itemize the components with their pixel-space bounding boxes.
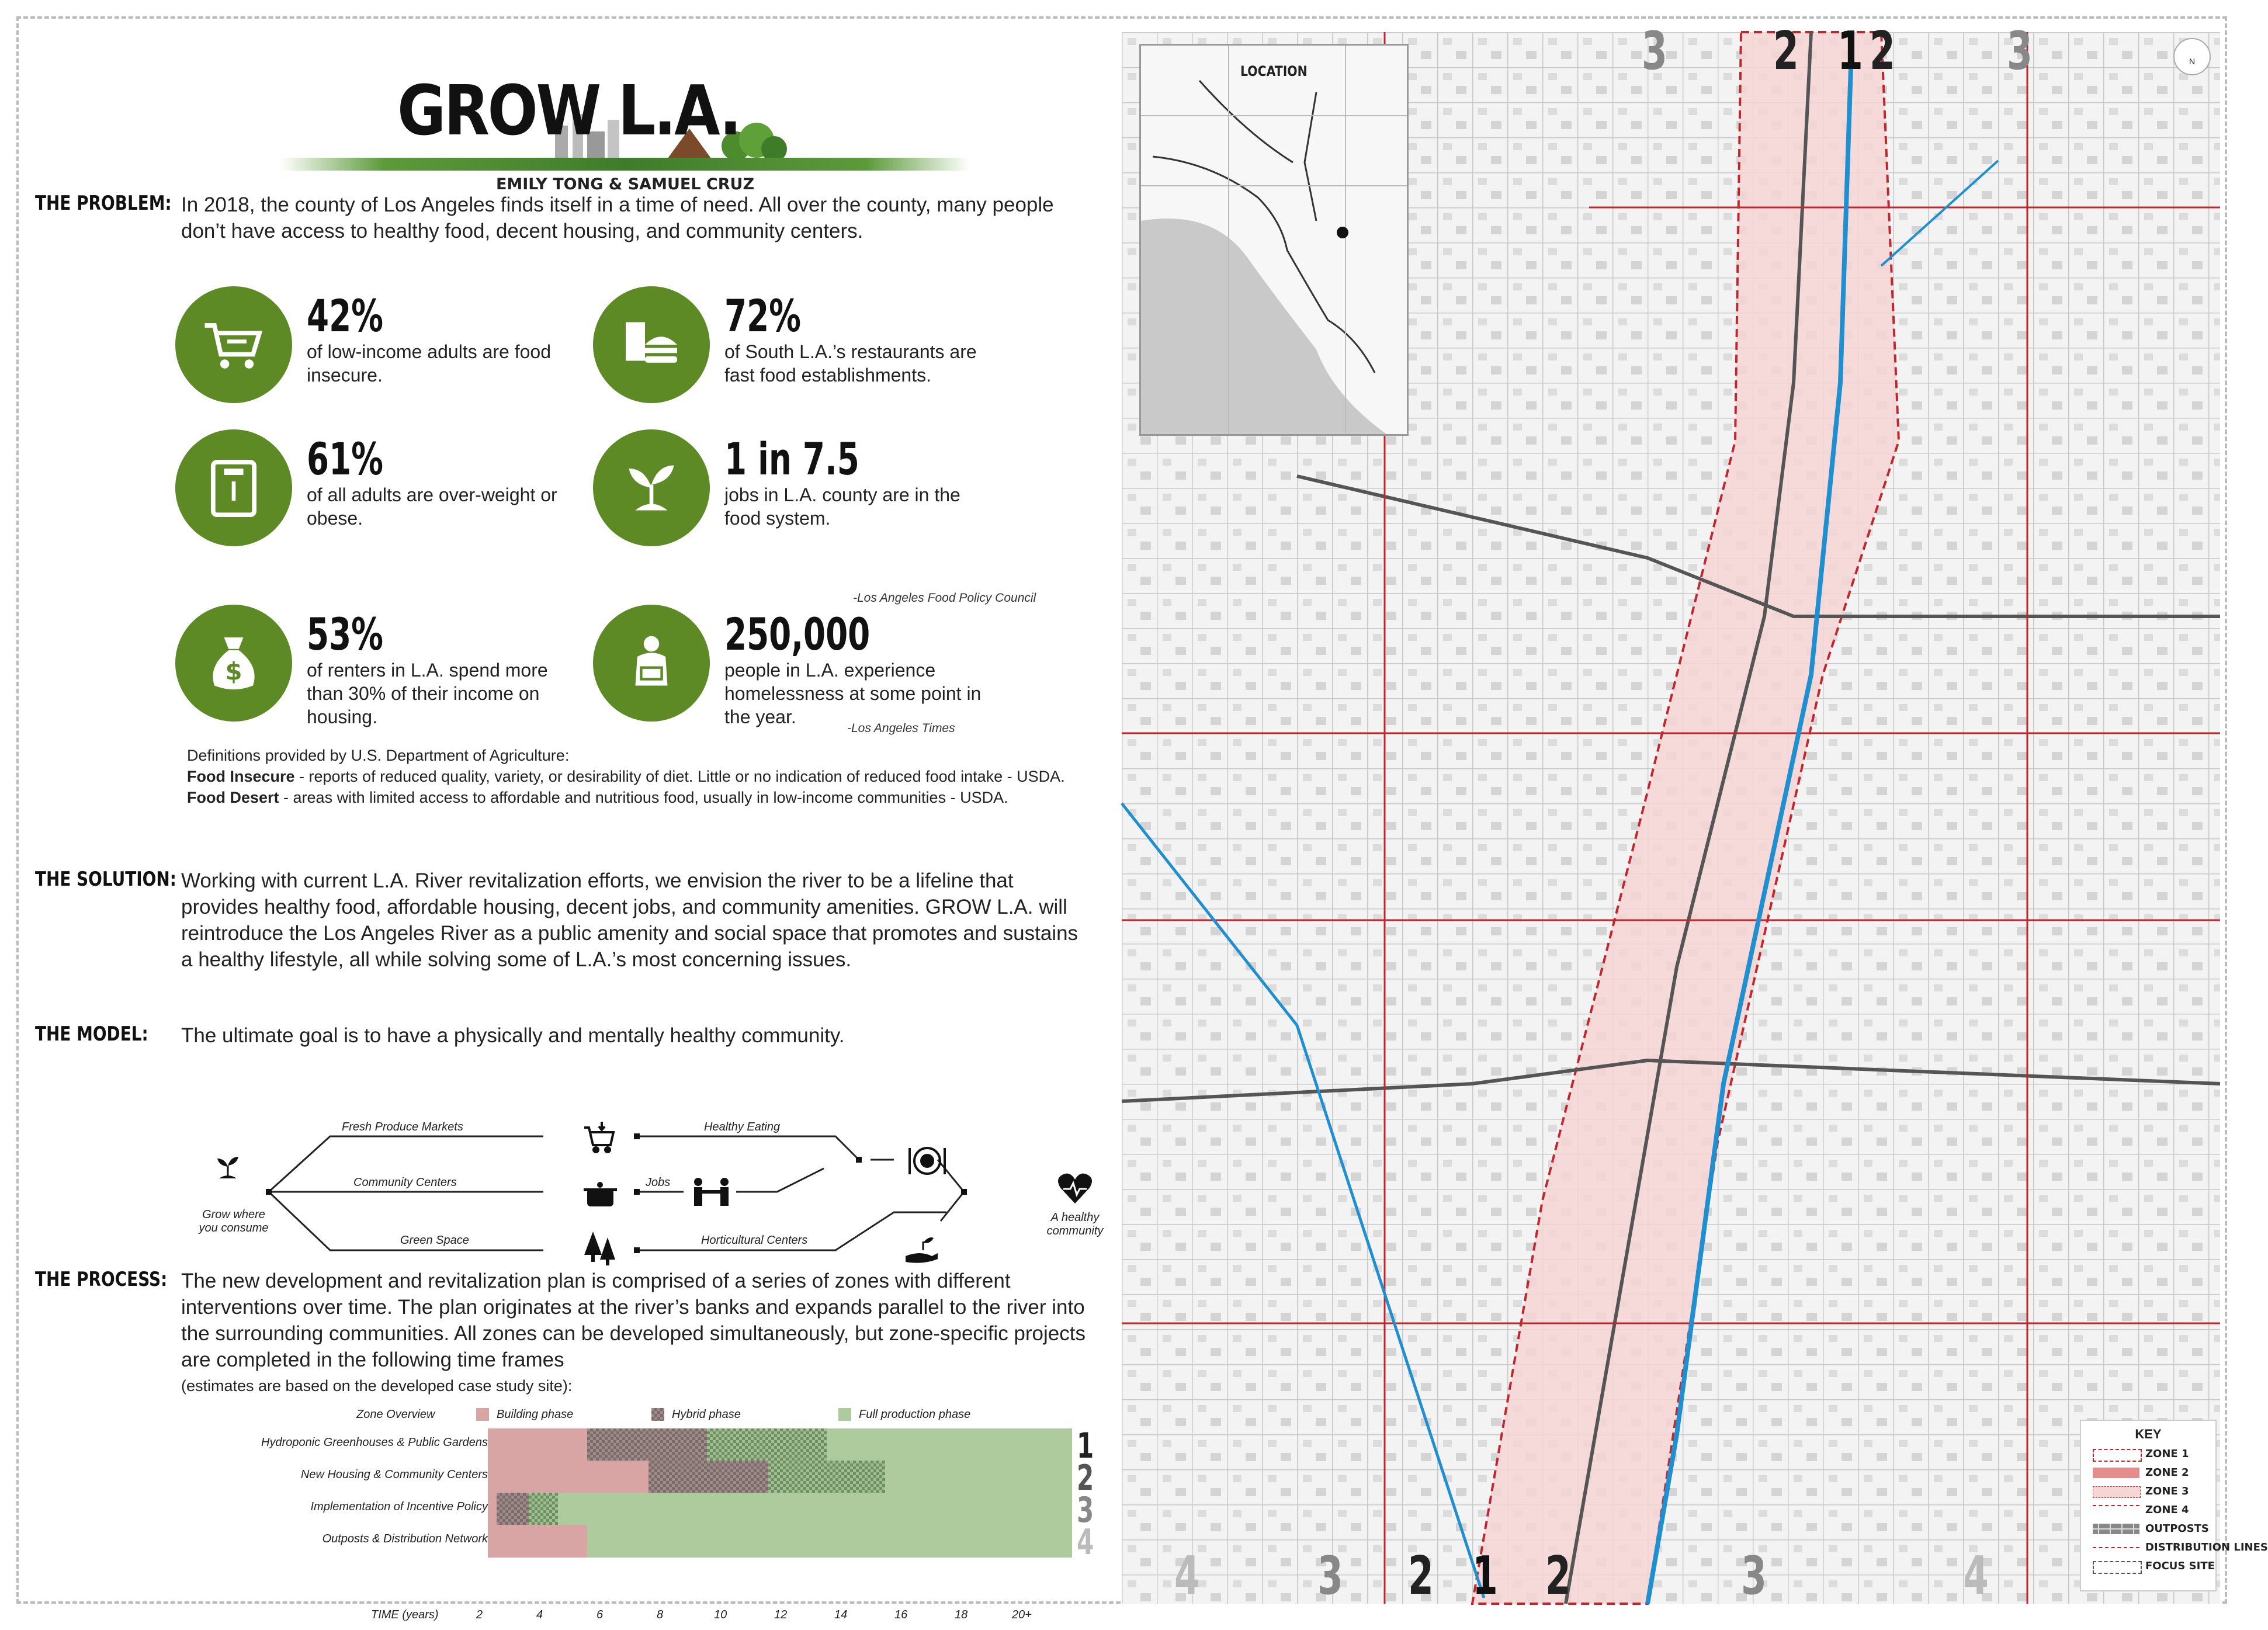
model-diagram <box>193 1075 1116 1291</box>
key-item: OUTPOSTS <box>2145 1523 2209 1535</box>
map-zone-label: 3 <box>1642 20 1667 82</box>
out-jobs: Jobs <box>646 1176 671 1189</box>
zone-number-2: 2 <box>1077 1458 1094 1499</box>
gantt-row-outposts <box>488 1525 1072 1558</box>
title-block <box>280 70 970 193</box>
key-item: DISTRIBUTION LINES <box>2145 1541 2268 1553</box>
tick-label: 12 <box>774 1608 788 1621</box>
out-healthy-eating: Healthy Eating <box>704 1121 781 1133</box>
solution-text: Working with current L.A. River revitalization efforts, we envision the river to be a lifeline that provides healthy food, affordable housing, decent jobs, and community amenities. GROW L.A. will reintroduce the Los Angeles River as a public amenity and social space that promotes and sustains a healthy lifestyle, all while solving some of L.A.’s most concerning issues. <box>181 869 1078 971</box>
branch-fresh-produce: Fresh Produce Markets <box>342 1121 463 1133</box>
map-zone-label: 3 <box>1741 1545 1767 1607</box>
gantt-row-label: New Housing & Community Centers <box>300 1468 488 1481</box>
stat-text: jobs in L.A. county are in the food system. <box>724 484 960 529</box>
site-map[interactable] <box>1122 20 2268 1607</box>
gantt-bar <box>488 1525 587 1558</box>
gantt-bar <box>587 1525 1072 1558</box>
gantt-bar <box>558 1493 1072 1525</box>
heart-icon <box>1058 1174 1092 1204</box>
gantt-bar <box>649 1461 768 1493</box>
branch-green-space: Green Space <box>400 1234 469 1247</box>
tick-label: 18 <box>955 1608 968 1621</box>
map-zone-label: 3 <box>1317 1545 1343 1607</box>
gantt-bar <box>488 1461 649 1493</box>
scale-icon <box>202 456 266 520</box>
gantt-row-greenhouses <box>488 1428 1072 1461</box>
legend-swatch-full <box>838 1408 851 1421</box>
stat-value: 53% <box>307 608 383 660</box>
market-cart-icon <box>584 1122 613 1152</box>
tick-label: 10 <box>714 1608 727 1621</box>
authors: EMILY TONG & SAMUEL CRUZ <box>495 175 755 193</box>
key-item: ZONE 4 <box>2145 1504 2189 1516</box>
inset-label: LOCATION <box>1240 63 1308 79</box>
zone-number-3: 3 <box>1077 1490 1094 1531</box>
gantt-bar <box>488 1493 497 1525</box>
source-la-times: -Los Angeles Times <box>847 722 955 735</box>
map-zone-label: 1 <box>1472 1545 1498 1607</box>
key-swatch-outposts <box>2093 1524 2139 1534</box>
stat-value: 250,000 <box>724 608 871 660</box>
key-swatch-focus <box>2093 1561 2142 1574</box>
tick-label: 20+ <box>1012 1608 1032 1621</box>
map-zone-label: 4 <box>1174 1545 1200 1607</box>
legend-hybrid: Hybrid phase <box>672 1408 741 1421</box>
cooking-pot-icon <box>584 1182 617 1206</box>
zone-timeline-chart <box>35 1408 1093 1630</box>
zone-number-1: 1 <box>1077 1426 1094 1466</box>
stat-overweight <box>175 429 573 546</box>
gantt-row-label: Implementation of Incentive Policy <box>310 1500 488 1513</box>
stat-text: of renters in L.A. spend more than 30% of their income on housing. <box>307 660 548 727</box>
shopping-cart-icon <box>202 313 266 377</box>
legend-swatch-building <box>476 1408 489 1421</box>
inset-map-graphic <box>1141 46 1407 434</box>
stat-food-insecure <box>175 286 573 403</box>
tick-label: 14 <box>834 1608 848 1621</box>
time-axis-label: TIME (years) <box>371 1608 439 1621</box>
branch-community-centers: Community Centers <box>353 1176 457 1189</box>
gantt-row-label: Outposts & Distribution Network <box>322 1532 488 1545</box>
key-swatch-zone1 <box>2093 1449 2142 1462</box>
tick-label: 8 <box>657 1608 664 1621</box>
gantt-bar <box>768 1461 885 1493</box>
process-heading: THE PROCESS: <box>35 1268 168 1291</box>
model-start-label: Grow where you consume <box>199 1208 269 1234</box>
gantt-bar <box>529 1493 558 1525</box>
stat-value: 42% <box>307 290 383 342</box>
key-item: FOCUS SITE <box>2145 1560 2215 1572</box>
gantt-row-label: Hydroponic Greenhouses & Public Gardens <box>261 1436 488 1449</box>
svg-text:$: $ <box>225 657 242 686</box>
hand-plant-icon <box>906 1237 938 1263</box>
out-horticultural: Horticultural Centers <box>701 1234 808 1247</box>
fast-food-icon <box>619 313 684 377</box>
tick-label: 4 <box>536 1608 543 1621</box>
definition-food-desert: Food Desert - areas with limited access to affordable and nutritious food, usually in low-income communities - USDA. <box>187 789 1008 806</box>
process-note: (estimates are based on the developed case study site): <box>181 1377 573 1395</box>
model-text: The ultimate goal is to have a physically and mentally healthy community. <box>181 1024 845 1047</box>
stat-text: of South L.A.’s restaurants are fast food establishments. <box>724 341 977 386</box>
map-zone-label: 3 <box>2007 20 2033 82</box>
zone-number-4: 4 <box>1077 1522 1094 1563</box>
key-swatch-zone4 <box>2093 1505 2139 1517</box>
tick-label: 6 <box>597 1608 604 1621</box>
map-key <box>2080 1420 2268 1591</box>
stat-fast-food <box>593 286 990 403</box>
location-pin-icon <box>1337 227 1348 238</box>
process-text: The new development and revitalization plan is comprised of a series of zones with different interventions over time. The plan originates at the river’s banks and expands parallel to the river into the surrounding communities. All zones can be developed simultaneously, but zone-specific projects are completed in the following time frames (estimates are based on the developed case study site): <box>181 1268 1093 1399</box>
definition-food-insecure: Food Insecure - reports of reduced quality, variety, or desirability of diet. Little or no indication of reduced food intake - USDA. <box>187 768 1065 785</box>
key-item: ZONE 3 <box>2145 1485 2189 1497</box>
homeless-person-icon <box>619 631 684 695</box>
gantt-row-housing <box>488 1461 1072 1493</box>
map-zone-label: 2 <box>1870 20 1895 82</box>
location-inset-map <box>1139 44 1409 436</box>
definitions-intro: Definitions provided by U.S. Department of Agriculture: <box>187 747 570 764</box>
grass-strip <box>280 158 970 171</box>
gantt-bar <box>885 1461 1072 1493</box>
money-bag-icon <box>202 631 266 695</box>
stat-food-jobs <box>593 429 990 546</box>
gantt-bar <box>488 1428 587 1461</box>
source-food-policy: -Los Angeles Food Policy Council <box>853 591 1036 605</box>
page-title: GROW L.A. <box>397 70 740 151</box>
map-zone-label: 2 <box>1773 20 1799 82</box>
gantt-bar <box>707 1428 827 1461</box>
stat-text: people in L.A. experience homelessness at some point in the year. <box>724 660 982 727</box>
trees-icon <box>584 1232 615 1265</box>
definitions <box>187 745 1093 808</box>
map-zone-label: 1 <box>1837 20 1863 82</box>
legend-swatch-hybrid <box>651 1408 664 1421</box>
handshake-people-icon <box>694 1178 729 1206</box>
map-zone-label: 2 <box>1545 1545 1571 1607</box>
model-heading: THE MODEL: <box>35 1022 148 1046</box>
tick-label: 16 <box>894 1608 908 1621</box>
gantt-bar <box>497 1493 529 1525</box>
key-item: ZONE 2 <box>2145 1466 2189 1479</box>
gantt-bar <box>587 1428 707 1461</box>
stat-rent-burden <box>175 605 573 727</box>
solution-heading: THE SOLUTION: <box>35 868 176 891</box>
stat-value: 1 in 7.5 <box>724 433 859 485</box>
sprout-icon <box>619 456 684 520</box>
map-zone-label: 4 <box>1963 1545 1989 1607</box>
model-end-label: A healthy community <box>1046 1211 1104 1237</box>
sprout-icon <box>217 1157 238 1178</box>
stat-text: of low-income adults are food insecure. <box>307 341 551 386</box>
problem-text: In 2018, the county of Los Angeles finds itself in a time of need. All over the county, many people don’t have access to healthy food, decent housing, and community centers. <box>181 193 1054 242</box>
key-item: ZONE 1 <box>2145 1448 2189 1460</box>
key-swatch-zone3 <box>2093 1486 2141 1498</box>
legend-building: Building phase <box>497 1408 574 1421</box>
problem-heading: THE PROBLEM: <box>35 192 172 215</box>
stat-value: 61% <box>307 433 383 485</box>
key-title: KEY <box>2135 1427 2162 1441</box>
stat-homelessness <box>593 605 990 727</box>
left-panel <box>35 35 1104 1621</box>
stat-text: of all adults are over-weight or obese. <box>307 484 557 529</box>
gantt-bar <box>827 1428 1072 1461</box>
gantt-row-incentive <box>488 1493 1072 1525</box>
plate-icon <box>908 1148 946 1174</box>
key-swatch-zone2 <box>2093 1468 2139 1478</box>
tick-label: 2 <box>476 1608 483 1621</box>
north-arrow-icon: N <box>2173 38 2211 75</box>
key-swatch-distribution <box>2093 1547 2139 1549</box>
zone-overview-label: Zone Overview <box>356 1408 435 1421</box>
map-zone-label: 2 <box>1408 1545 1434 1607</box>
stat-value: 72% <box>724 290 801 342</box>
legend-full: Full production phase <box>859 1408 971 1421</box>
